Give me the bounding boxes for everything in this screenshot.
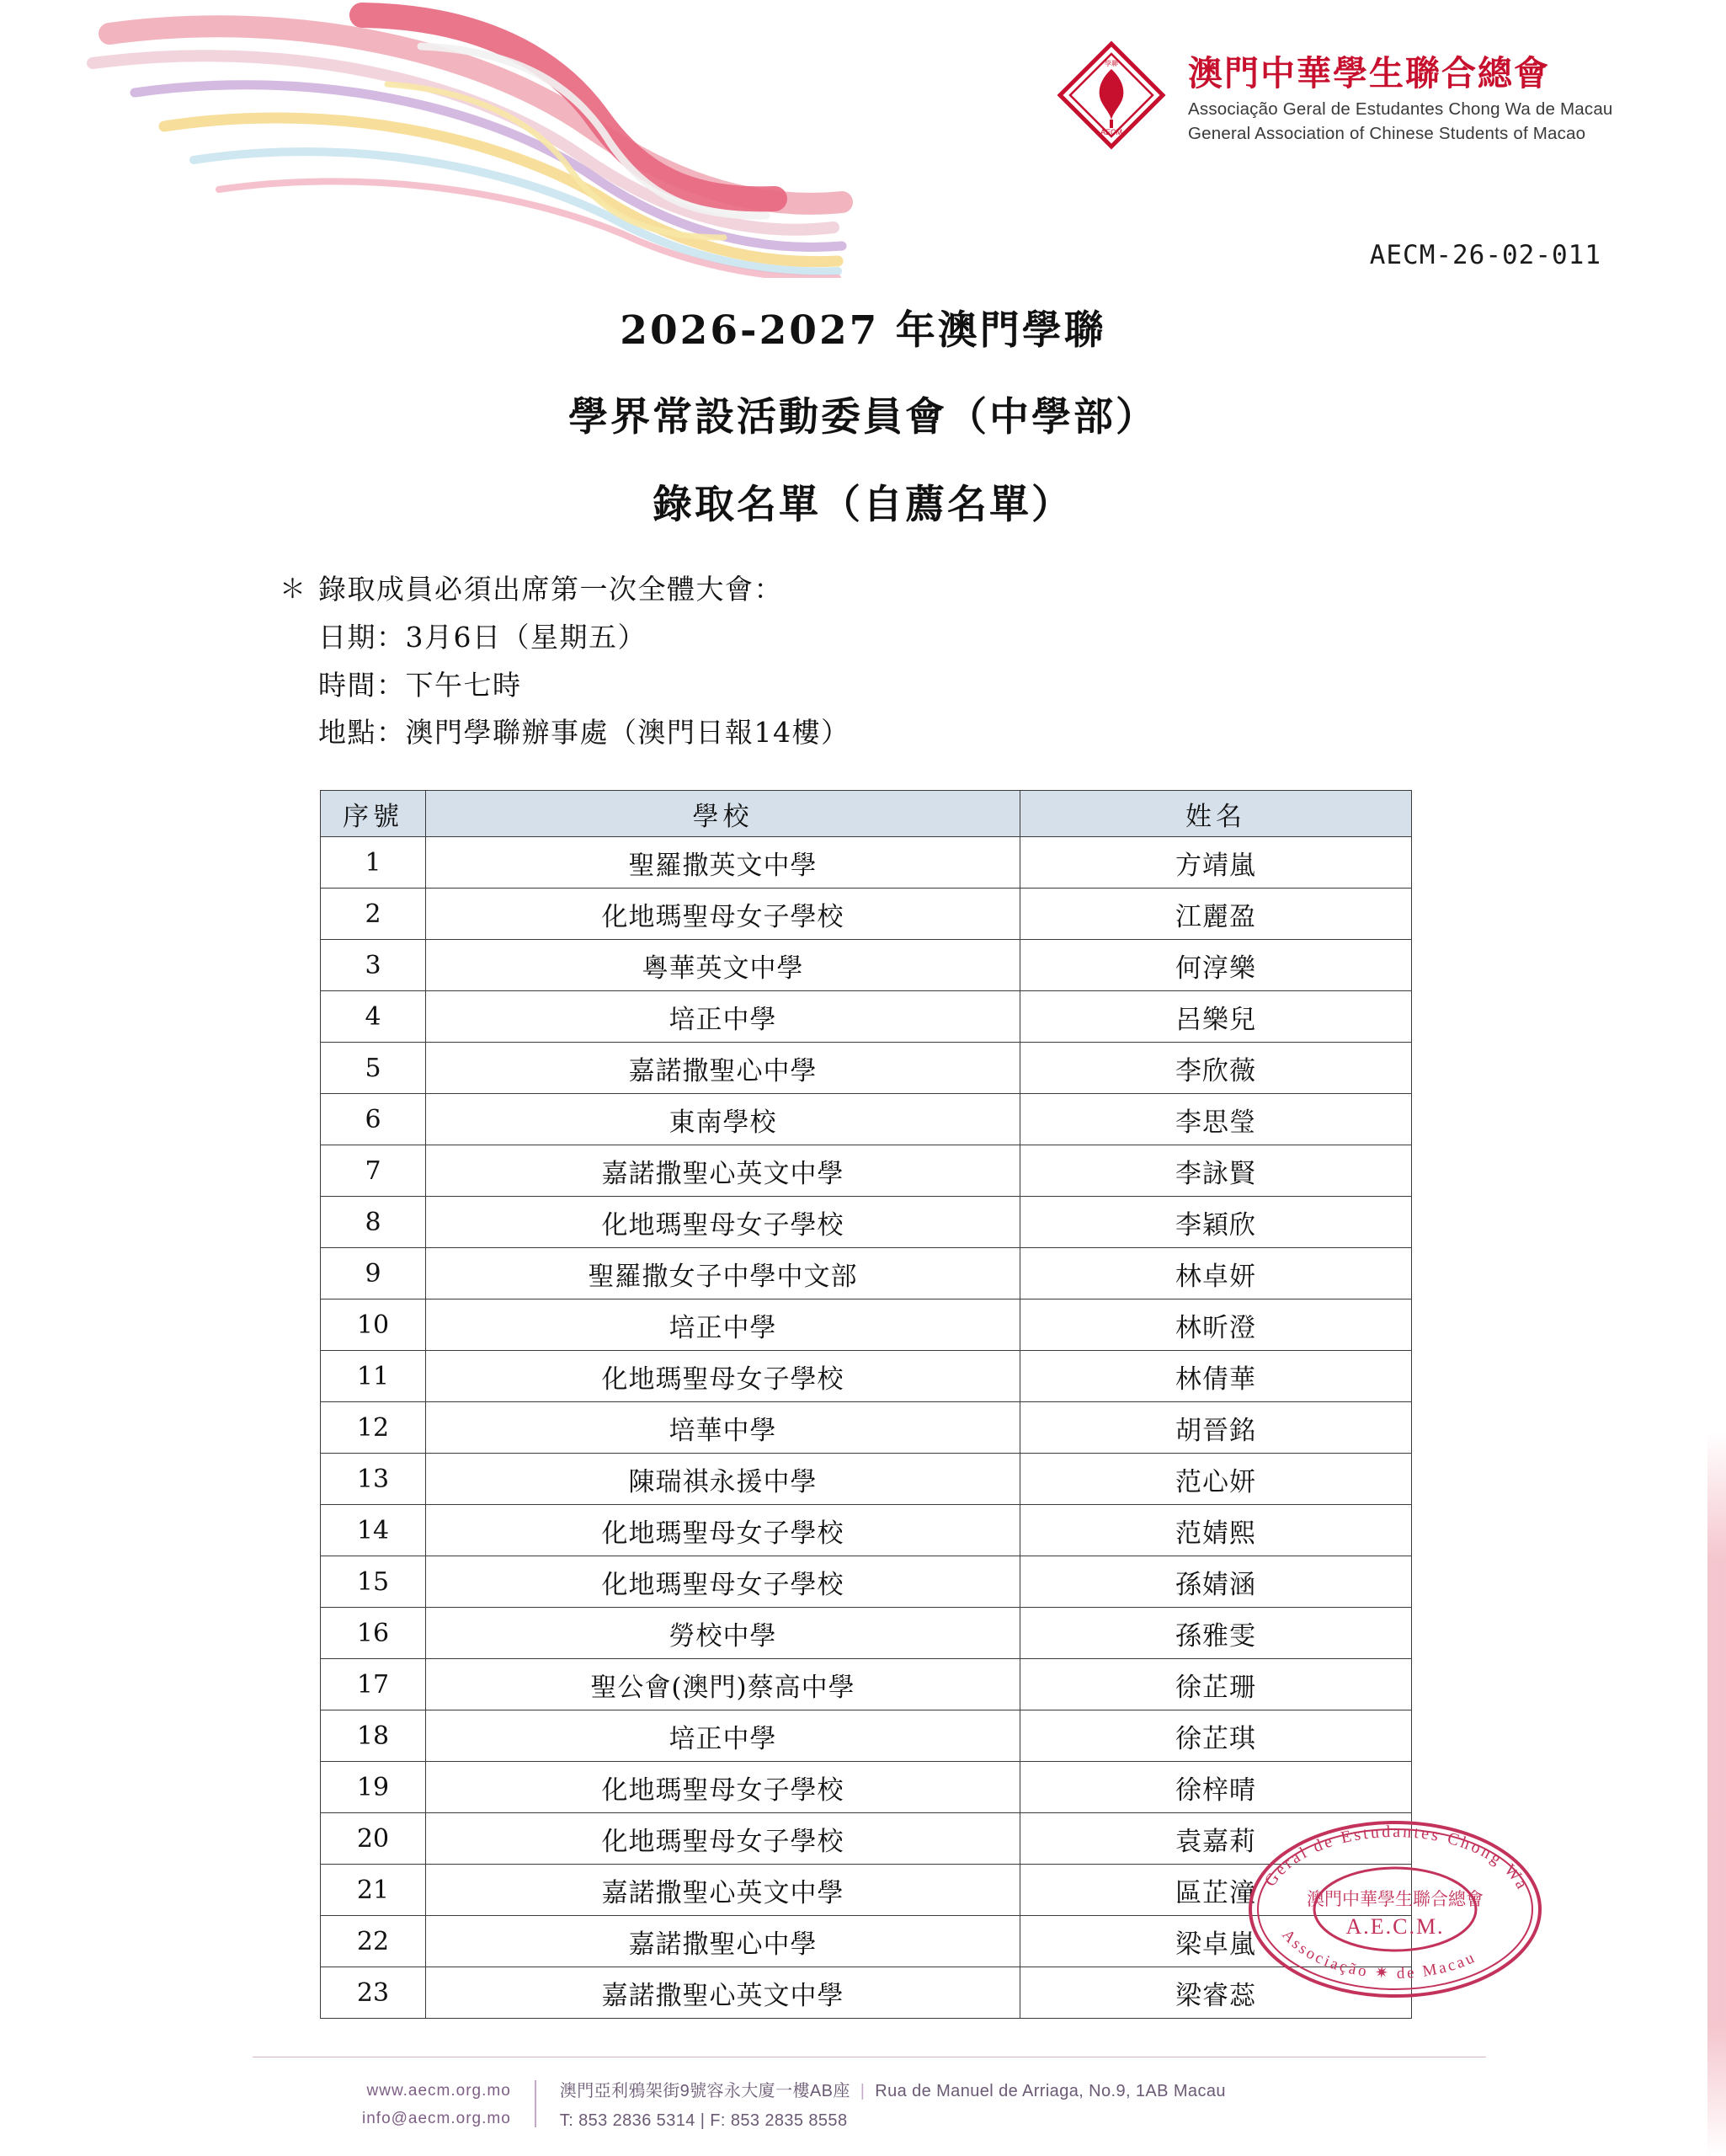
cell-index: 5 <box>321 1043 426 1094</box>
notice-line-1: 錄取成員必須出席第一次全體大會： <box>318 573 783 606</box>
table-row <box>321 1967 1412 2019</box>
cell-school: 嘉諾撒聖心中學 <box>426 1043 1020 1094</box>
cell-school: 化地瑪聖母女子學校 <box>426 1505 1020 1556</box>
footer: www.aecm.org.mo info@aecm.org.mo 澳門亞利鴉架街9號容永大廈一樓AB座 | Rua de Manuel de Arriaga, No.9, 1AB Macau T: 853 2836 5314 | F: 853 2835 8558 <box>362 2077 1226 2136</box>
cell-name: 孫雅雯 <box>1020 1608 1412 1659</box>
org-name-cn: 澳門中華學生聯合總會 <box>1188 53 1550 93</box>
table-header-row <box>321 791 1412 837</box>
cell-school: 化地瑪聖母女子學校 <box>426 1351 1020 1402</box>
cell-school: 化地瑪聖母女子學校 <box>426 1197 1020 1248</box>
cell-school: 培正中學 <box>426 991 1020 1043</box>
notice-block <box>280 566 850 757</box>
cell-name: 徐芷琪 <box>1020 1710 1412 1762</box>
table-body <box>321 837 1412 2019</box>
cell-index: 13 <box>321 1454 426 1505</box>
cell-name: 江麗盈 <box>1020 889 1412 940</box>
notice-marker: ＊ <box>280 574 307 605</box>
cell-school: 粵華英文中學 <box>426 940 1020 991</box>
cell-name: 徐芷珊 <box>1020 1659 1412 1710</box>
cell-name: 梁卓嵐 <box>1020 1916 1412 1967</box>
table-row <box>321 1608 1412 1659</box>
table-row <box>321 837 1412 889</box>
notice-line-3: 時間：下午七時 <box>318 668 522 702</box>
cell-name: 李穎欣 <box>1020 1197 1412 1248</box>
cell-index: 9 <box>321 1248 426 1299</box>
cell-name: 林昕澄 <box>1020 1299 1412 1351</box>
cell-index: 7 <box>321 1145 426 1197</box>
cell-name: 袁嘉莉 <box>1020 1813 1412 1865</box>
table-row <box>321 1865 1412 1916</box>
footer-address-cn: 澳門亞利鴉架街9號容永大廈一樓AB座 <box>559 2082 850 2100</box>
cell-index: 21 <box>321 1865 426 1916</box>
aecm-crest-icon <box>1057 40 1166 150</box>
svg-text:A.E.C.M.: A.E.C.M. <box>1345 1914 1445 1939</box>
cell-school: 嘉諾撒聖心英文中學 <box>426 1145 1020 1197</box>
cell-index: 23 <box>321 1967 426 2019</box>
cell-index: 12 <box>321 1402 426 1454</box>
cell-index: 3 <box>321 940 426 991</box>
cell-index: 22 <box>321 1916 426 1967</box>
cell-school: 培華中學 <box>426 1402 1020 1454</box>
table-row <box>321 1762 1412 1813</box>
organization-logo-block <box>1057 40 1613 150</box>
cell-name: 何淳樂 <box>1020 940 1412 991</box>
table-row <box>321 1299 1412 1351</box>
cell-school: 聖羅撒女子中學中文部 <box>426 1248 1020 1299</box>
column-header-school: 學校 <box>426 791 1020 837</box>
cell-name: 區芷潼 <box>1020 1865 1412 1916</box>
cell-school: 嘉諾撒聖心英文中學 <box>426 1865 1020 1916</box>
cell-school: 聖羅撒英文中學 <box>426 837 1020 889</box>
page-title-line2: 學界常設活動委員會（中學部） <box>568 394 1158 440</box>
cell-name: 林倩華 <box>1020 1351 1412 1402</box>
table-row <box>321 1813 1412 1865</box>
cell-school: 嘉諾撒聖心英文中學 <box>426 1967 1020 2019</box>
cell-index: 10 <box>321 1299 426 1351</box>
table-row <box>321 1916 1412 1967</box>
page-title-line1: 2026-2027 年澳門學聯 <box>620 307 1106 354</box>
table-row <box>321 889 1412 940</box>
cell-index: 14 <box>321 1505 426 1556</box>
column-header-name: 姓名 <box>1020 791 1412 837</box>
table-row <box>321 1043 1412 1094</box>
cell-index: 20 <box>321 1813 426 1865</box>
svg-text:Geral de Estudantes Chong Wa: Geral de Estudantes Chong Wa <box>1260 1822 1532 1894</box>
column-header-index: 序號 <box>321 791 426 837</box>
cell-index: 18 <box>321 1710 426 1762</box>
footer-email[interactable]: info@aecm.org.mo <box>362 2110 511 2128</box>
cell-school: 培正中學 <box>426 1710 1020 1762</box>
cell-index: 19 <box>321 1762 426 1813</box>
page-edge-tint <box>1707 1432 1726 2156</box>
cell-name: 孫婧涵 <box>1020 1556 1412 1608</box>
cell-school: 陳瑞祺永援中學 <box>426 1454 1020 1505</box>
cell-index: 16 <box>321 1608 426 1659</box>
cell-name: 林卓妍 <box>1020 1248 1412 1299</box>
table-row <box>321 1248 1412 1299</box>
org-name-pt: Associação Geral de Estudantes Chong Wa de Macau <box>1188 99 1613 119</box>
table-row <box>321 1505 1412 1556</box>
table-row <box>321 1197 1412 1248</box>
cell-name: 范婧熙 <box>1020 1505 1412 1556</box>
cell-index: 6 <box>321 1094 426 1145</box>
decorative-ribbon <box>84 0 1027 278</box>
footer-address-pt: Rua de Manuel de Arriaga, No.9, 1AB Macau <box>875 2082 1226 2100</box>
cell-school: 東南學校 <box>426 1094 1020 1145</box>
table-row <box>321 940 1412 991</box>
cell-school: 聖公會(澳門)蔡高中學 <box>426 1659 1020 1710</box>
cell-index: 11 <box>321 1351 426 1402</box>
table-row <box>321 1145 1412 1197</box>
cell-name: 呂樂兒 <box>1020 991 1412 1043</box>
svg-text:AECM: AECM <box>1100 128 1123 136</box>
footer-contact: T: 853 2836 5314 | F: 853 2835 8558 <box>559 2111 848 2130</box>
svg-text:澳門中華學生聯合總會: 澳門中華學生聯合總會 <box>1307 1889 1484 1909</box>
cell-index: 15 <box>321 1556 426 1608</box>
table-row <box>321 1556 1412 1608</box>
table-row <box>321 1094 1412 1145</box>
cell-name: 范心妍 <box>1020 1454 1412 1505</box>
cell-school: 化地瑪聖母女子學校 <box>426 1556 1020 1608</box>
table-row <box>321 991 1412 1043</box>
cell-name: 胡晉銘 <box>1020 1402 1412 1454</box>
cell-school: 培正中學 <box>426 1299 1020 1351</box>
svg-text:Associação ✷ de Macau: Associação ✷ de Macau <box>1278 1926 1479 1983</box>
cell-name: 梁睿蕊 <box>1020 1967 1412 2019</box>
cell-index: 17 <box>321 1659 426 1710</box>
cell-name: 李詠賢 <box>1020 1145 1412 1197</box>
admitted-list-table-wrapper <box>320 790 1411 2019</box>
cell-name: 方靖嵐 <box>1020 837 1412 889</box>
table-row <box>321 1710 1412 1762</box>
cell-school: 化地瑪聖母女子學校 <box>426 1813 1020 1865</box>
cell-index: 1 <box>321 837 426 889</box>
cell-index: 8 <box>321 1197 426 1248</box>
cell-name: 李思瑩 <box>1020 1094 1412 1145</box>
cell-school: 化地瑪聖母女子學校 <box>426 1762 1020 1813</box>
notice-line-2: 日期：3月6日（星期五） <box>318 620 647 654</box>
table-row <box>321 1659 1412 1710</box>
table-row <box>321 1351 1412 1402</box>
cell-index: 2 <box>321 889 426 940</box>
cell-school: 化地瑪聖母女子學校 <box>426 889 1020 940</box>
cell-name: 徐梓晴 <box>1020 1762 1412 1813</box>
document-number: AECM-26-02-011 <box>1369 240 1601 270</box>
notice-line-4: 地點：澳門學聯辦事處（澳門日報14樓） <box>318 716 850 750</box>
page-title-line3: 錄取名單（自薦名單） <box>653 482 1073 528</box>
svg-text:學聯: 學聯 <box>1105 60 1118 67</box>
footer-separator <box>535 2080 536 2127</box>
table-row <box>321 1402 1412 1454</box>
cell-school: 勞校中學 <box>426 1608 1020 1659</box>
org-name-en: General Association of Chinese Students of Macao <box>1188 124 1586 143</box>
footer-website[interactable]: www.aecm.org.mo <box>366 2082 511 2100</box>
admitted-list-table <box>320 790 1412 2019</box>
cell-school: 嘉諾撒聖心中學 <box>426 1916 1020 1967</box>
table-row <box>321 1454 1412 1505</box>
cell-index: 4 <box>321 991 426 1043</box>
cell-name: 李欣薇 <box>1020 1043 1412 1094</box>
